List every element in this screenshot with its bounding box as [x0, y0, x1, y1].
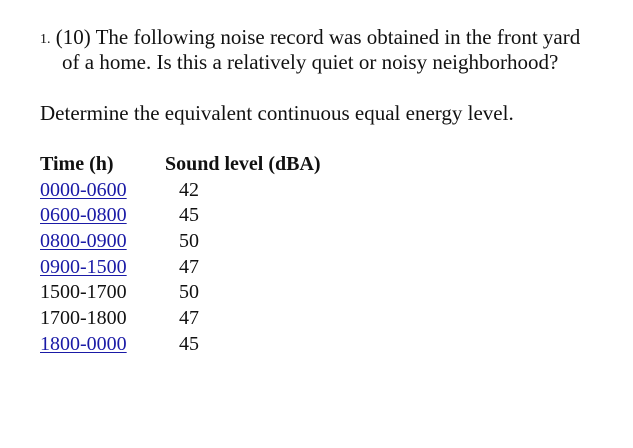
- sound-level-cell: 47: [179, 255, 199, 278]
- time-range-link[interactable]: 0600-0800: [40, 204, 127, 227]
- time-column-header: Time (h): [40, 153, 114, 175]
- time-range-link[interactable]: 0000-0600: [40, 178, 127, 201]
- sound-level-cell: 42: [179, 178, 199, 201]
- time-range-cell: 1500-1700: [40, 281, 127, 304]
- time-range-link[interactable]: 0900-1500: [40, 255, 127, 278]
- sound-level-cell: 45: [179, 332, 199, 355]
- sound-level-cell: 45: [179, 204, 199, 227]
- time-range-link[interactable]: 1800-0000: [40, 332, 127, 355]
- sound-level-cell: 50: [179, 281, 199, 304]
- time-range-link[interactable]: 0800-0900: [40, 230, 127, 253]
- question-number: 1.: [40, 32, 51, 47]
- sound-level-cell: 47: [179, 307, 199, 330]
- sound-level-column-header: Sound level (dBA): [165, 153, 321, 175]
- instruction-text: Determine the equivalent continuous equal energy level.: [40, 101, 514, 125]
- question-line-1: [40, 25, 580, 52]
- sound-level-cell: 50: [179, 230, 199, 253]
- question-text-1: (10) The following noise record was obtained in the front yard: [55, 25, 581, 49]
- time-range-cell: 1700-1800: [40, 307, 127, 330]
- question-line-2: of a home. Is this a relatively quiet or noisy neighborhood?: [62, 50, 559, 74]
